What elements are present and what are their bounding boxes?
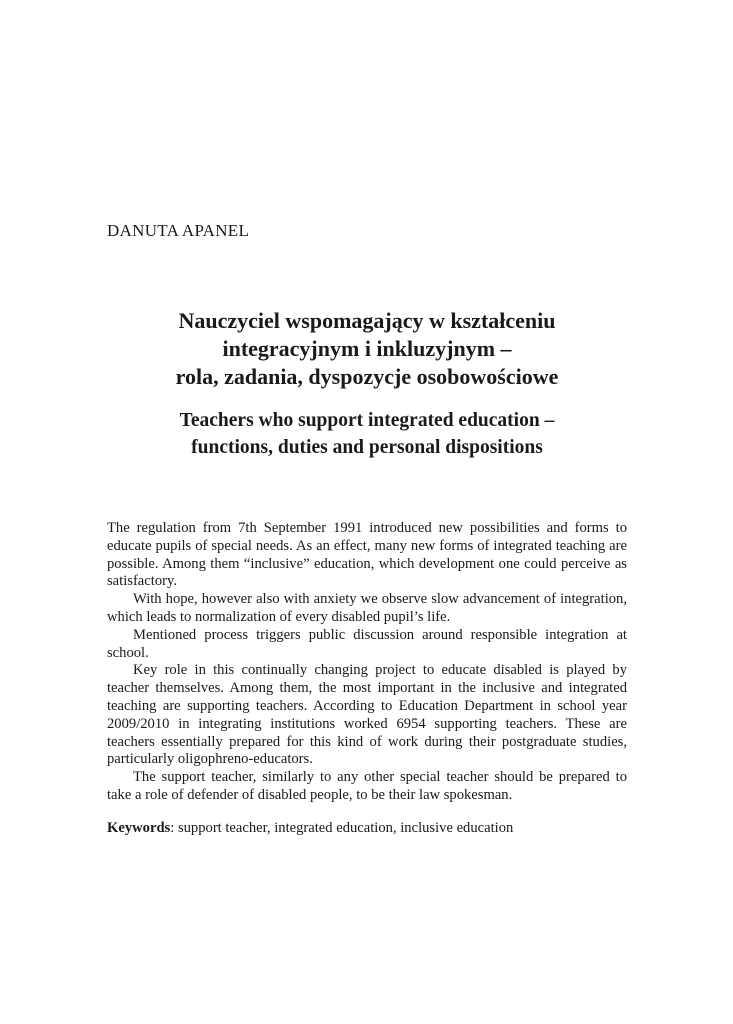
title-polish-line: integracyjnym i inkluzyjnym –	[222, 336, 512, 361]
title-english-line: functions, duties and personal dispositions	[191, 437, 543, 458]
abstract-paragraph: With hope, however also with anxiety we observe slow advancement of integration, which leads to normalization of every disabled pupil’s life.	[107, 591, 627, 625]
abstract	[107, 520, 627, 805]
title-english	[107, 407, 627, 461]
author-name: DANUTA APANEL	[107, 221, 250, 240]
abstract-paragraph: The support teacher, similarly to any other special teacher should be prepared to take a role of defender of disabled people, to be their law spokesman.	[107, 769, 627, 803]
abstract-paragraph: Key role in this continually changing project to educate disabled is played by teacher themselves. Among them, the most important in the inclusive and integrated teaching are supporting teachers. According to Education Department in school year 2009/2010 in integrating institutions worked 6954 supporting teachers. These are teachers essentially prepared for this kind of work during their postgraduate studies, particularly oligophreno-educators.	[107, 662, 627, 768]
title-polish	[107, 307, 627, 391]
title-polish-line: Nauczyciel wspomagający w kształceniu	[178, 308, 556, 333]
keywords-separator: :	[170, 820, 178, 836]
abstract-paragraph: Mentioned process triggers public discussion around responsible integration at school.	[107, 626, 627, 661]
keywords	[107, 820, 627, 838]
title-english-line: Teachers who support integrated education –	[179, 410, 555, 431]
abstract-paragraph: The regulation from 7th September 1991 introduced new possibilities and forms to educate pupils of special needs. As an effect, many new forms of integrated teaching are possible. Among them “inclusive” education, which development one could perceive as satisfactory.	[107, 520, 627, 590]
keywords-text: support teacher, integrated education, inclusive education	[177, 820, 514, 836]
keywords-label: Keywords	[107, 820, 171, 836]
title-polish-line: rola, zadania, dyspozycje osobowościowe	[175, 364, 559, 389]
